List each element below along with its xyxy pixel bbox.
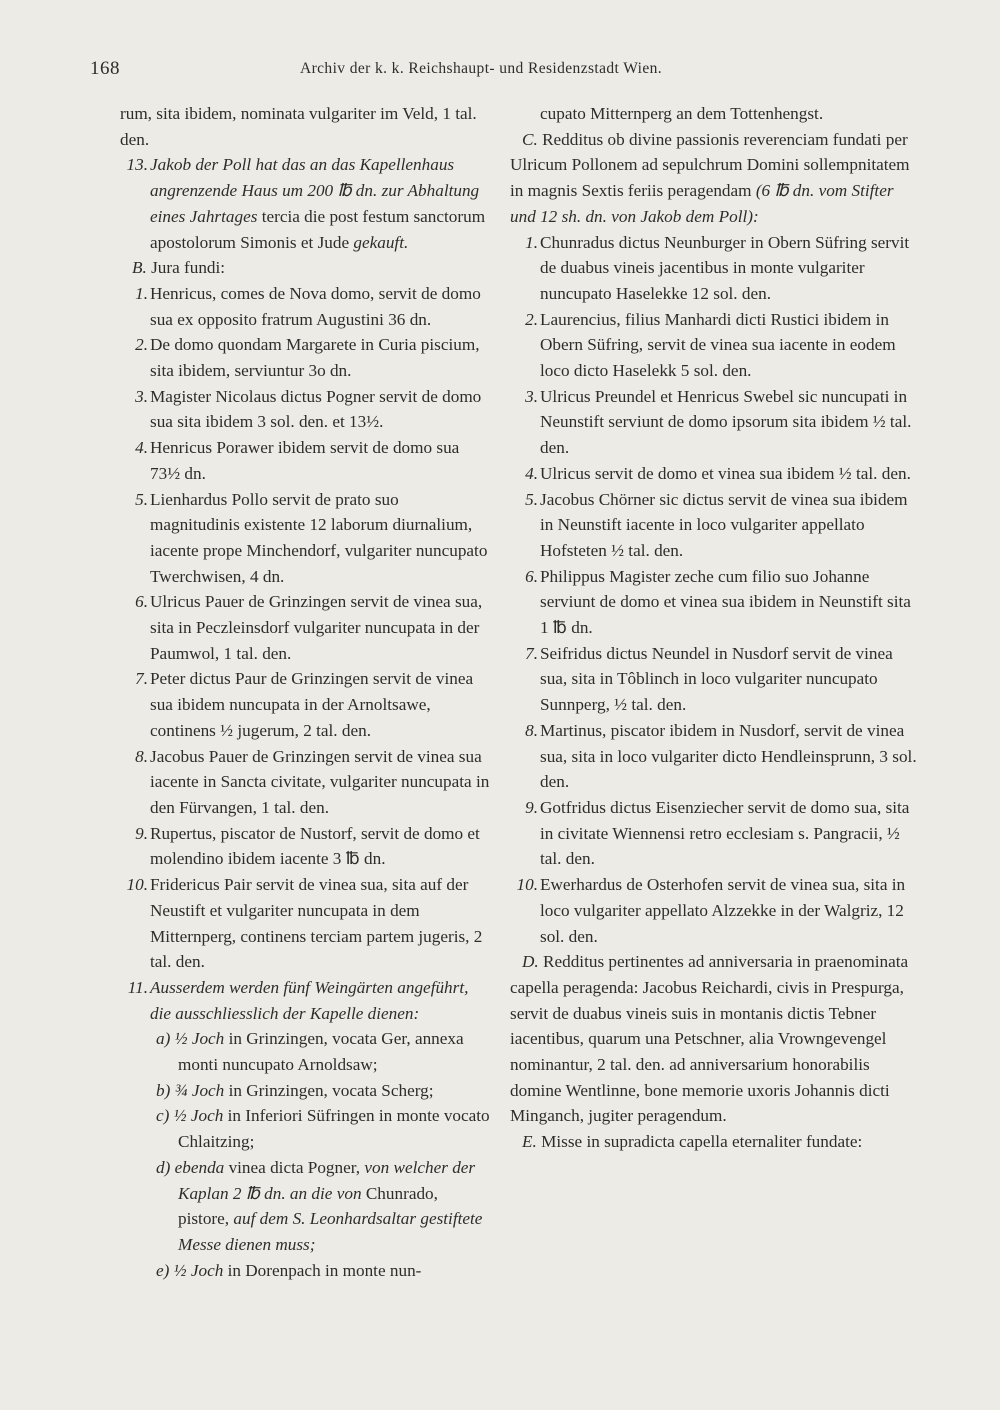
item-text: Martinus, piscator ibidem in Nusdorf, servit de vinea sua, sita in loco vulgariter dicto Hendleinsprunn, 3 sol. den. [540, 720, 917, 792]
list-item [120, 744, 490, 821]
sub-item-italic: ½ Joch [173, 1106, 224, 1126]
section-text: Jura fundi: [146, 258, 226, 278]
section-text: Redditus ob divine passionis reverenciam fundati per Ulricum Pollonem ad sepulchrum Domini sollempnitatem in magnis Sextis feriis peragendam [510, 129, 910, 201]
sub-item-text: in Inferiori Süfringen in monte vocato Chlaitzing; [178, 1106, 490, 1152]
item-text: Lienhardus Pollo servit de prato suo magnitudinis existente 12 laborum diurnalium, iacente prope Minchendorf, vulgariter nuncupato Twerchwisen, 4 dn. [150, 489, 488, 586]
item-number: 1. [135, 283, 148, 303]
item-text: Fridericus Pair servit de vinea sua, sita auf der Neustift et vulgariter nuncupata in dem Mitternperg, continens terciam partem jugeris, 2 tal. den. [150, 875, 483, 972]
sub-item-italic: ¾ Joch [174, 1080, 225, 1100]
sub-item-text: Chunrado, pistore, [178, 1183, 438, 1229]
item-text: Ulricus Preundel et Henricus Swebel sic nuncupati in Neunstift serviunt de domo ipsorum sita ibidem ½ tal. den. [540, 386, 912, 458]
list-item [510, 872, 920, 949]
sub-item-letter: d) [156, 1157, 171, 1177]
sub-item-b [120, 1078, 490, 1104]
item-text: Magister Nicolaus dictus Pogner servit de domo sua sita ibidem 3 sol. den. et 13½. [150, 386, 482, 432]
list-item [510, 487, 920, 564]
page-number: 168 [90, 58, 120, 79]
section-mark: E. [522, 1132, 537, 1152]
item-text: Rupertus, piscator de Nustorf, servit de domo et molendino ibidem iacente 3 ℔ dn. [150, 823, 480, 869]
item-number: 5. [525, 489, 538, 509]
item-number: 10. [516, 875, 538, 895]
item-text: Jacobus Chörner sic dictus servit de vinea sua ibidem in Neunstift iacente in loco vulgariter appellato Hofsteten ½ tal. den. [540, 489, 908, 560]
item-number: 4. [135, 438, 148, 458]
sub-item-italic: von welcher der Kaplan 2 ℔ dn. an die von [178, 1157, 476, 1203]
list-item [120, 821, 490, 872]
list-item [510, 795, 920, 872]
list-item [510, 461, 920, 487]
list-item [510, 718, 920, 795]
continued-paragraph [510, 101, 920, 127]
item-text: Laurencius, filius Manhardi dicti Rustici ibidem in Obern Süfring, servit de vinea sua iacente in eodem loco dicto Haselekk 5 sol. den. [540, 309, 896, 381]
item-italic-end: gekauft. [353, 232, 409, 252]
item-text: Philippus Magister zeche cum filio suo Johanne serviunt de domo et vinea sua ibidem in Neunstift sita 1 ℔ dn. [540, 566, 911, 638]
sub-item-letter: e) [156, 1260, 170, 1280]
item-number: 4. [525, 463, 538, 483]
item-text: Ulricus servit de domo et vinea sua ibidem ½ tal. den. [540, 463, 911, 483]
section-d [510, 949, 920, 1129]
item-text: Gotfridus dictus Eisenziecher servit de domo sua, sita in civitate Wiennensi retro ecclesiam s. Pangracii, ½ tal. den. [540, 797, 910, 869]
section-italic: (6 ℔ dn. vom Stifter und 12 sh. dn. von Jakob dem Poll): [510, 181, 894, 226]
list-item [120, 281, 490, 332]
list-item [510, 384, 920, 461]
list-item [510, 230, 920, 307]
item-number: 1. [525, 232, 538, 252]
sub-item-italic: ½ Joch [174, 1029, 225, 1049]
sub-item-a [120, 1026, 490, 1077]
item-text: Peter dictus Paur de Grinzingen servit de vinea sua ibidem nuncupata in der Arnoltsawe, continens ½ jugerum, 2 tal. den. [150, 669, 474, 740]
continued-paragraph: rum, sita ibidem, nominata vulgariter im Veld, 1 tal. den. [120, 104, 477, 149]
list-item [120, 435, 490, 486]
list-item [120, 589, 490, 666]
item-text: Seifridus dictus Neundel in Nusdorf servit de vinea sua, sita in Tôblinch in loco vulgariter nuncupato Sunnperg, ½ tal. den. [540, 643, 893, 715]
sub-item-letter: b) [156, 1080, 171, 1100]
section-c [510, 127, 920, 230]
right-column [510, 101, 920, 1155]
list-item [120, 872, 490, 975]
item-italic-text: Jakob der Poll hat das an das Kapellenhaus angrenzende Haus um 200 ℔ dn. zur Abhaltung eines Jahrtages [150, 155, 480, 226]
item-13 [120, 152, 490, 255]
list-item [120, 384, 490, 435]
sub-item-italic: ebenda [174, 1157, 225, 1177]
item-text: Ulricus Pauer de Grinzingen servit de vinea sua, sita in Peczleinsdorf vulgariter nuncupata in der Paumwol, 1 tal. den. [150, 592, 483, 663]
sub-item-text: in Grinzingen, vocata Scherg; [224, 1080, 434, 1100]
item-number: 9. [525, 797, 538, 817]
item-text: tercia die post festum sanctorum apostolorum Simonis et Jude [150, 206, 486, 252]
item-text: Chunradus dictus Neunburger in Obern Süfring servit de duabus vineis jacentibus in monte vulgariter nuncupato Haselekke 12 sol. den. [540, 232, 910, 303]
section-b-heading [120, 255, 490, 281]
item-number: 3. [525, 386, 538, 406]
list-item [510, 307, 920, 384]
sub-item-letter: a) [156, 1029, 171, 1049]
item-number: 7. [525, 643, 538, 663]
sub-item-italic: auf dem S. Leonhardsaltar gestiftete Messe dienen muss; [178, 1209, 483, 1254]
item-text: Jacobus Pauer de Grinzingen servit de vinea sua iacente in Sancta civitate, vulgariter nuncupata in den Fürvangen, 1 tal. den. [150, 746, 490, 817]
sub-item-d [120, 1155, 490, 1258]
page-header [90, 58, 915, 88]
running-head: Archiv der k. k. Reichshaupt- und Residenzstadt Wien. [300, 60, 663, 77]
item-number: 9. [135, 823, 148, 843]
item-italic-text: Ausserdem werden fünf Weingärten angeführt, die ausschliesslich der Kapelle dienen: [150, 977, 469, 1023]
item-number: 13. [126, 155, 148, 175]
list-item [120, 487, 490, 590]
item-number: 7. [135, 669, 148, 689]
item-number: 8. [525, 720, 538, 740]
sub-item-e [120, 1258, 490, 1284]
item-text: De domo quondam Margarete in Curia piscium, sita ibidem, serviuntur 3o dn. [150, 335, 480, 381]
item-number: 2. [525, 309, 538, 329]
sub-item-text: in Dorenpach in monte nun- [223, 1260, 422, 1280]
section-mark: D. [522, 952, 539, 972]
sub-item-italic: ½ Joch [173, 1260, 224, 1280]
left-column [120, 101, 490, 1283]
item-number: 6. [135, 592, 148, 612]
section-text: Misse in supradicta capella eternaliter fundate: [536, 1132, 863, 1152]
item-number: 8. [135, 746, 148, 766]
sub-item-letter: c) [156, 1106, 170, 1126]
section-e [510, 1129, 920, 1155]
item-number: 6. [525, 566, 538, 586]
section-text: Redditus pertinentes ad anniversaria in praenominata capella peragenda: Jacobus Reichardi, civis in Prespurga, servit de duabus vineis suis in montanis dictis Tebner iacentibus, quarum una Petschner, alia Vrowngevengel nominantur, 2 tal. den. ad anniversarium honorabilis domine Wentlinne, bone memorie uxoris Johannis dicti Minganch, jugiter peragendum. [510, 952, 909, 1126]
section-mark: B. [132, 258, 147, 278]
section-b-list [120, 281, 490, 975]
item-11 [120, 975, 490, 1026]
vineyard-sublist [120, 1026, 490, 1283]
item-text: Henricus Porawer ibidem servit de domo sua 73½ dn. [150, 438, 460, 483]
sub-item-text: vinea dicta Pogner, [224, 1157, 365, 1177]
list-item [120, 332, 490, 383]
section-c-list [510, 230, 920, 950]
list-item [510, 641, 920, 718]
item-number: 3. [135, 386, 148, 406]
item-number: 2. [135, 335, 148, 355]
list-item [120, 666, 490, 743]
section-mark: C. [522, 129, 538, 149]
item-number: 11. [127, 977, 148, 997]
item-text: Ewerhardus de Osterhofen servit de vinea sua, sita in loco vulgariter appellato Alzzekke in der Walgriz, 12 sol. den. [540, 875, 906, 946]
item-number: 10. [126, 875, 148, 895]
item-number: 5. [135, 489, 148, 509]
sub-item-text: in Grinzingen, vocata Ger, annexa monti nuncupato Arnoldsaw; [178, 1029, 464, 1075]
sub-item-c [120, 1103, 490, 1154]
item-text: cupato Mitternperg an dem Tottenhengst. [540, 104, 824, 123]
list-item [510, 564, 920, 641]
item-text: Henricus, comes de Nova domo, servit de domo sua ex opposito fratrum Augustini 36 dn. [150, 283, 481, 329]
